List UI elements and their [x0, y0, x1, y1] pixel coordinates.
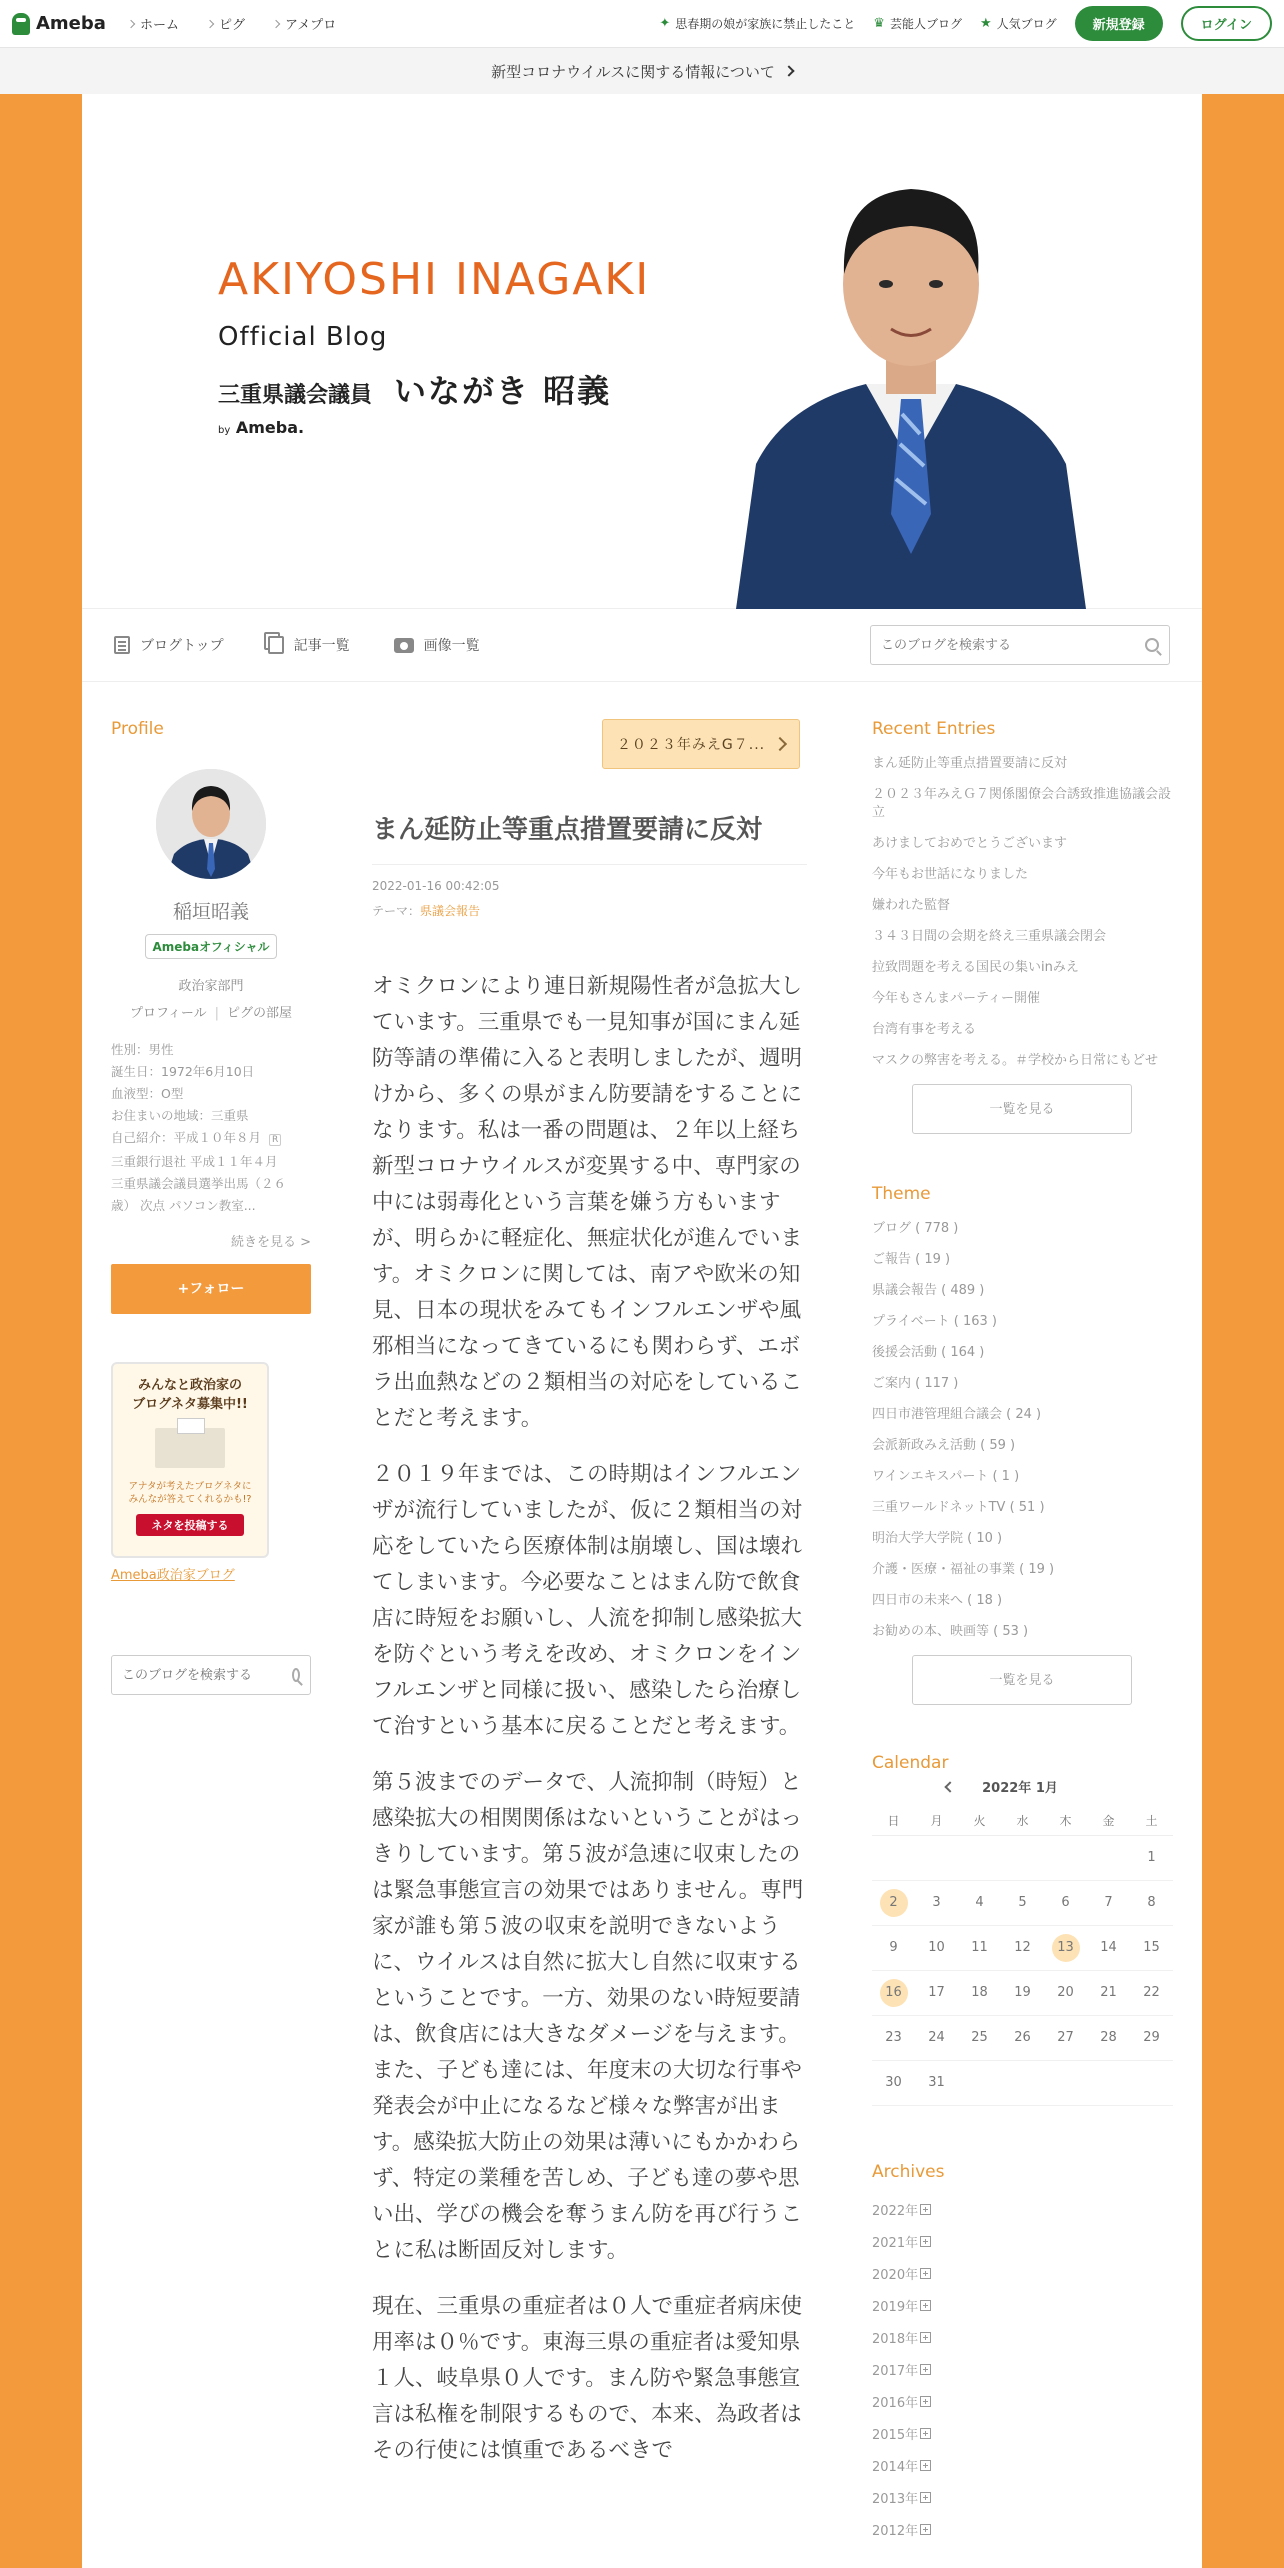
calendar-day [958, 1926, 1001, 1971]
calendar-day [1001, 2061, 1044, 2106]
follow-button[interactable]: +フォロー [111, 1264, 311, 1314]
calendar-day [1001, 2016, 1044, 2061]
calendar-day [1087, 1836, 1130, 1881]
chevron-right-icon [783, 65, 794, 76]
expand-plus-icon[interactable] [920, 2300, 931, 2311]
nav-home[interactable] [128, 14, 179, 33]
expand-plus-icon[interactable] [920, 2524, 931, 2535]
calendar-day-number: 31 [928, 2075, 945, 2090]
hero-name [218, 366, 611, 412]
profile-info-line [111, 1127, 311, 1151]
expand-plus-icon[interactable] [920, 2492, 931, 2503]
article-date: 2022-01-16 00:42:05 [372, 879, 500, 893]
chevron-right-icon [773, 737, 787, 751]
covid-notice-banner[interactable] [0, 48, 1284, 94]
hero-subtitle: Official Blog [218, 322, 388, 352]
calendar-day [1130, 1926, 1173, 1971]
archive-year-link[interactable] [872, 2360, 1172, 2379]
calendar-weekday: 土 [1130, 1806, 1173, 1836]
nav-amepro-label: アメプロ [284, 18, 337, 33]
next-article-label: ２０２３年みえG７... [616, 737, 766, 753]
article-theme-link[interactable]: 県議会報告 [420, 904, 481, 918]
calendar-day [1044, 2016, 1087, 2061]
nav-article-list[interactable] [268, 635, 350, 655]
archive-year-link[interactable] [872, 2296, 1172, 2315]
expand-plus-icon[interactable] [920, 2460, 931, 2471]
calendar-day [958, 1971, 1001, 2016]
hero-title: AKIYOSHI INAGAKI [218, 254, 651, 305]
calendar-day-number [1138, 2069, 1166, 2097]
calendar-day [915, 2061, 958, 2106]
calendar-day-number [923, 1844, 951, 1872]
profile-avatar[interactable] [156, 769, 266, 879]
calendar-day [915, 1971, 958, 2016]
nav-blog-top-label: ブログトップ [140, 638, 224, 654]
expand-plus-icon[interactable] [920, 2236, 931, 2247]
expand-plus-icon[interactable] [920, 2268, 931, 2279]
celebrity-blog-label: 芸能人ブログ [889, 17, 962, 31]
calendar-day-number: 11 [971, 1940, 988, 1955]
signup-button[interactable]: 新規登録 [1075, 6, 1163, 41]
archive-year-label: 2015年 [872, 2428, 919, 2443]
expand-plus-icon[interactable] [920, 2204, 931, 2215]
article-body [372, 969, 807, 2489]
chevron-left-icon[interactable] [944, 1781, 955, 1792]
theme-link[interactable]: 介護・医療・福祉の事業 ( 19 ) [872, 1562, 1055, 1577]
theme-link[interactable]: 会派新政みえ活動 ( 59 ) [872, 1438, 1016, 1453]
archive-year-label: 2019年 [872, 2300, 919, 2315]
calendar-day [1087, 2016, 1130, 2061]
calendar-day-number: 23 [885, 2030, 902, 2045]
profile-info-line: お住まいの地域：三重県 [111, 1108, 249, 1123]
expand-plus-icon[interactable] [920, 2332, 931, 2343]
recent-entry-link[interactable]: 台湾有事を考える [872, 1022, 977, 1037]
calendar-day-number: 20 [1057, 1985, 1074, 2000]
recent-entry-link[interactable]: ３４３日間の会期を終え三重県議会閉会 [872, 929, 1107, 944]
calendar-weekday: 金 [1087, 1806, 1130, 1836]
recent-entry-link[interactable]: 拉致問題を考える国民の集いinみえ [872, 960, 1079, 975]
calendar-weekday: 水 [1001, 1806, 1044, 1836]
profile-heading: Profile [111, 719, 164, 739]
chevron-right-icon [272, 19, 280, 27]
pigg-room-link[interactable]: ピグの部屋 [227, 1006, 293, 1021]
calendar-heading: Calendar [872, 1753, 949, 1773]
profile-sidebar [111, 719, 311, 1695]
global-header [0, 0, 1284, 48]
calendar-day-number: 18 [971, 1985, 988, 2000]
calendar-day [872, 2016, 915, 2061]
blog-header-image[interactable] [82, 94, 1202, 609]
calendar-day-number: 26 [1014, 2030, 1031, 2045]
calendar-day-number: 24 [928, 2030, 945, 2045]
trending-link[interactable] [659, 15, 855, 32]
calendar-weekday: 日 [872, 1806, 915, 1836]
popular-blog-link[interactable] [980, 15, 1057, 32]
calendar-day-number: 9 [889, 1940, 898, 1955]
archive-year-label: 2020年 [872, 2268, 919, 2283]
blog-search-box [870, 625, 1170, 665]
calendar-day-number [966, 2069, 994, 2097]
camera-icon [394, 638, 414, 653]
archives-list [872, 2200, 1172, 2539]
article-paragraph: 第５波までのデータで、人流抑制（時短）と感染拡大の相関関係はないということがはっきりしています。第５波が急速に収束したのは緊急事態宣言の効果ではありません。専門家が誰も第５波の収束を説明できないように、ウイルスは自然に拡大し自然に収束するということです。一方、効果のない時短要請は、飲食店には大きなダメージを与えます。また、子ども達には、年度末の大切な行事や発表会が中止になるなど様々な弊害が出ます。感染拡大防止の効果は薄いにもかかわらず、特定の業種を苦しめ、子ども達の夢や思い出、学びの機会を奪うまん防を再び行うことに私は断固反対します。 [372, 1770, 804, 2263]
article-paragraph: オミクロンにより連日新規陽性者が急拡大しています。三重県でも一見知事が国にまん延防等請の準備に入ると表明しましたが、週明けから、多くの県がまん防要請をすることになります。私は一番の問題は、２年以上経ち新型コロナウイルスが変異する中、専門家の中には弱毒化という言葉を嫌う方もいますが、明らかに軽症化、無症状化が進んでいます。オミクロンに関しては、南アや欧米の知見、日本の現状をみてもインフルエンザや風邪相当になってきているにも関わらず、エボラ出血熱などの２類相当の対応をしていることだと考えます。 [372, 974, 803, 1431]
calendar-day-number: 29 [1143, 2030, 1160, 2045]
nav-amepro[interactable] [273, 14, 336, 33]
archive-year-link[interactable] [872, 2424, 1172, 2443]
calendar-weekday: 月 [915, 1806, 958, 1836]
recent-entry-link[interactable]: 嫌われた監督 [872, 898, 951, 913]
blog-nav [82, 609, 1202, 682]
article-theme-label: テーマ： [372, 904, 421, 918]
star-icon: ★ [979, 16, 992, 31]
nav-article-list-label: 記事一覧 [293, 638, 350, 654]
calendar-day-number: 27 [1057, 2030, 1074, 2045]
calendar-day [1130, 1881, 1173, 1926]
theme-link[interactable]: ご案内 ( 117 ) [872, 1376, 959, 1391]
archive-year-label: 2021年 [872, 2236, 919, 2251]
crown-icon: ♛ [873, 16, 885, 31]
registered-mark: R [269, 1134, 281, 1146]
profile-info-line: 三重県議会議員選挙出馬（２６ [111, 1176, 287, 1191]
calendar-day [1044, 1971, 1087, 2016]
link-separator: | [214, 1006, 220, 1021]
calendar-day-number: 4 [975, 1895, 984, 1910]
hero-role: 三重県議会議員 [218, 383, 373, 408]
expand-plus-icon[interactable] [920, 2396, 931, 2407]
chevron-right-icon [206, 19, 214, 27]
calendar-day [1001, 1836, 1044, 1881]
theme-link[interactable]: ご報告 ( 19 ) [872, 1252, 951, 1267]
archive-year-link[interactable] [872, 2392, 1172, 2411]
theme-link[interactable]: 県議会報告 ( 489 ) [872, 1283, 985, 1298]
article-theme [372, 902, 480, 919]
recent-entry-link[interactable]: 今年もさんまパーティー開催 [872, 991, 1040, 1006]
article-paragraph: 現在、三重県の重症者は０人で重症者病床使用率は０％です。東海三県の重症者は愛知県１人、岐阜県０人です。まん防や緊急事態宣言は私権を制限するもので、本来、為政者はその行使には慎重であるべきで [372, 2294, 803, 2463]
theme-link[interactable]: 四日市の未来へ ( 18 ) [872, 1593, 1003, 1608]
calendar-day-number [1052, 1844, 1080, 1872]
popular-blog-label: 人気ブログ [996, 17, 1057, 31]
sidebar-search-box [111, 1655, 311, 1695]
calendar-day-number[interactable]: 2 [880, 1889, 908, 1917]
calendar-day-number: 25 [971, 2030, 988, 2045]
theme-see-all-button[interactable]: 一覧を見る [912, 1655, 1132, 1705]
archives-heading: Archives [872, 2162, 945, 2182]
theme-heading: Theme [872, 1184, 931, 1204]
calendar [872, 1777, 1172, 2106]
theme-link[interactable]: プライベート ( 163 ) [872, 1314, 997, 1329]
nav-blog-top[interactable] [114, 635, 224, 655]
calendar-day [1044, 2061, 1087, 2106]
calendar-day-number: 8 [1147, 1895, 1156, 1910]
ameba-logo-icon [12, 13, 30, 35]
calendar-day [1130, 1836, 1173, 1881]
calendar-day [1087, 1881, 1130, 1926]
profile-link[interactable]: プロフィール [129, 1006, 207, 1021]
calendar-day-number: 22 [1143, 1985, 1160, 2000]
calendar-day-number[interactable]: 16 [880, 1979, 908, 2007]
ballot-box-icon [155, 1428, 225, 1468]
profile-links [111, 1002, 311, 1021]
theme-link[interactable]: 明治大学大学院 ( 10 ) [872, 1531, 1003, 1546]
calendar-header [832, 1777, 1172, 1796]
banner-title: みんなと政治家の ブログネタ募集中!! [132, 1378, 248, 1412]
nav-home-label: ホーム [139, 18, 179, 33]
archive-year-link[interactable] [872, 2200, 1172, 2219]
calendar-day-number [880, 1844, 908, 1872]
chevron-right-icon [127, 19, 135, 27]
archive-year-link[interactable] [872, 2264, 1172, 2283]
calendar-day-number: 14 [1100, 1940, 1117, 1955]
article-title[interactable]: まん延防止等重点措置要請に反対 [372, 809, 807, 865]
trending-link-label: 思春期の娘が家族に禁止したこと [675, 17, 856, 31]
calendar-month: 2022年 1月 [982, 1781, 1058, 1796]
sidebar-search-input[interactable] [122, 1668, 292, 1683]
calendar-day [1130, 1971, 1173, 2016]
expand-plus-icon[interactable] [920, 2364, 931, 2375]
calendar-day-number: 1 [1147, 1850, 1156, 1865]
theme-list [872, 1220, 1172, 1641]
right-sidebar [872, 719, 1172, 2552]
profile-info [111, 1039, 311, 1217]
sparkle-icon: ✦ [659, 16, 671, 31]
politician-blog-banner[interactable] [111, 1362, 269, 1558]
blog-search-input[interactable] [881, 638, 1145, 653]
calendar-day-number: 15 [1143, 1940, 1160, 1955]
archive-year-link[interactable] [872, 2232, 1172, 2251]
blog-page [82, 94, 1202, 2568]
archive-year-label: 2012年 [872, 2524, 919, 2539]
calendar-grid [872, 1806, 1172, 2106]
profile-info-line: 血液型：O型 [111, 1086, 184, 1101]
portrait-photo [716, 134, 1106, 609]
calendar-day-number: 28 [1100, 2030, 1117, 2045]
recent-entry-link[interactable]: 今年もお世話になりました [872, 867, 1029, 882]
nav-pigg[interactable] [207, 14, 245, 33]
calendar-day [958, 2016, 1001, 2061]
calendar-day [1130, 2061, 1173, 2106]
search-icon[interactable] [1145, 638, 1159, 652]
calendar-day [872, 1836, 915, 1881]
calendar-day [1044, 1881, 1087, 1926]
recent-entry-link[interactable]: ２０２３年みえＧ７関係閣僚会合誘致推進協議会設立 [872, 787, 1172, 820]
profile-info-line: 歳） 次点 パソコン教室... [111, 1198, 256, 1213]
hero-by-text: by [218, 425, 231, 436]
next-article-button[interactable] [602, 719, 800, 769]
calendar-day-number: 10 [928, 1940, 945, 1955]
recent-entry-link[interactable]: まん延防止等重点措置要請に反対 [872, 756, 1068, 771]
calendar-day-number: 7 [1104, 1895, 1113, 1910]
recent-entries-heading: Recent Entries [872, 719, 996, 739]
profile-info-line: 性別：男性 [111, 1042, 174, 1057]
calendar-day [1087, 2061, 1130, 2106]
calendar-day [1130, 2016, 1173, 2061]
calendar-weekday: 木 [1044, 1806, 1087, 1836]
nav-pigg-label: ピグ [218, 18, 245, 33]
archive-year-label: 2017年 [872, 2364, 919, 2379]
calendar-day [958, 2061, 1001, 2106]
article-paragraph: ２０１９年までは、この時期はインフルエンザが流行していましたが、仮に２類相当の対応をしていたら医療体制は崩壊し、国は壊れてしまいます。今必要なことはまん防で飲食店に時短をお願いし、人流を抑制し感染拡大を防ぐという考えを改め、オミクロンをインフルエンザと同様に扱い、感染したら治療して治すという基本に戻ることだと考えます。 [372, 1462, 803, 1739]
calendar-weekday: 火 [958, 1806, 1001, 1836]
calendar-day-number: 17 [928, 1985, 945, 2000]
profile-info-line: 三重銀行退社 平成１１年４月 [111, 1154, 278, 1169]
calendar-day[interactable] [872, 1881, 915, 1926]
archive-year-label: 2018年 [872, 2332, 919, 2347]
archive-year-link[interactable] [872, 2456, 1172, 2475]
archive-year-label: 2016年 [872, 2396, 919, 2411]
archive-year-link[interactable] [872, 2328, 1172, 2347]
calendar-day [915, 1926, 958, 1971]
calendar-day [1001, 1926, 1044, 1971]
calendar-day-number: 3 [932, 1895, 941, 1910]
hero-by-brand: Ameba. [235, 418, 305, 437]
ameba-official-badge[interactable]: Amebaオフィシャル [145, 934, 277, 959]
profile-info-line: 誕生日：1972年6月10日 [111, 1064, 255, 1079]
calendar-day[interactable] [1044, 1926, 1087, 1971]
calendar-day-number [1052, 2069, 1080, 2097]
profile-read-more-link[interactable]: 続きを見る > [230, 1235, 311, 1250]
celebrity-blog-link[interactable] [873, 15, 962, 32]
ameba-logo-text: Ameba [36, 13, 106, 34]
profile-category[interactable]: 政治家部門 [178, 979, 244, 994]
hero-person-name: いながき 昭義 [394, 372, 612, 410]
calendar-day [1087, 1971, 1130, 2016]
calendar-day [958, 1881, 1001, 1926]
archive-year-label: 2014年 [872, 2460, 919, 2475]
login-button[interactable]: ログイン [1181, 6, 1272, 41]
politician-blog-link[interactable]: Ameba政治家ブログ [111, 1568, 235, 1583]
calendar-day-number [1095, 1844, 1123, 1872]
calendar-day-number[interactable]: 13 [1052, 1934, 1080, 1962]
theme-link[interactable]: ブログ ( 778 ) [872, 1221, 959, 1236]
documents-icon [268, 636, 284, 654]
document-icon [114, 636, 130, 654]
search-icon[interactable] [292, 1668, 300, 1682]
calendar-day [1001, 1971, 1044, 2016]
recent-entries-list [872, 755, 1172, 1070]
theme-link[interactable]: ワインエキスパート ( 1 ) [872, 1469, 1020, 1484]
calendar-day [915, 2016, 958, 2061]
calendar-day [958, 1836, 1001, 1881]
hero-by-ameba [218, 418, 304, 437]
calendar-day-number: 19 [1014, 1985, 1031, 2000]
archive-year-label: 2013年 [872, 2492, 919, 2507]
nav-image-list[interactable] [394, 635, 480, 655]
header-right [659, 6, 1272, 41]
theme-link[interactable]: 後援会活動 ( 164 ) [872, 1345, 985, 1360]
theme-link[interactable]: お勧めの本、映画等 ( 53 ) [872, 1624, 1029, 1639]
calendar-day-number [1009, 2069, 1037, 2097]
calendar-day-number [1095, 2069, 1123, 2097]
covid-notice-text: 新型コロナウイルスに関する情報について [491, 62, 775, 81]
archive-year-link[interactable] [872, 2520, 1172, 2539]
recent-entry-link[interactable]: あけましておめでとうございます [872, 836, 1068, 851]
calendar-day [872, 2061, 915, 2106]
banner-question: アナタが考えたブログネタに みんなが答えてくれるかも!? [128, 1481, 252, 1505]
calendar-day-number: 5 [1018, 1895, 1027, 1910]
recent-entry-link[interactable]: マスクの弊害を考える。＃学校から日常にもどせ [872, 1053, 1159, 1068]
profile-name: 稲垣昭義 [172, 901, 249, 923]
calendar-day [1001, 1881, 1044, 1926]
nav-image-list-label: 画像一覧 [423, 638, 480, 654]
calendar-day-number: 30 [885, 2075, 902, 2090]
calendar-day [1087, 1926, 1130, 1971]
calendar-day-number: 21 [1100, 1985, 1117, 2000]
calendar-day-number [1009, 1844, 1037, 1872]
calendar-day-number [966, 1844, 994, 1872]
theme-link[interactable]: 四日市港管理組合議会 ( 24 ) [872, 1407, 1042, 1422]
profile-info-text: 自己紹介：平成１０年８月 [111, 1130, 262, 1145]
calendar-day [915, 1881, 958, 1926]
calendar-day-number: 12 [1014, 1940, 1031, 1955]
expand-plus-icon[interactable] [920, 2428, 931, 2439]
archive-year-link[interactable] [872, 2488, 1172, 2507]
ameba-logo[interactable] [12, 13, 106, 35]
global-nav [128, 14, 336, 33]
submit-topic-button[interactable]: ネタを投稿する [136, 1514, 244, 1536]
calendar-day [915, 1836, 958, 1881]
calendar-day [1044, 1836, 1087, 1881]
theme-link[interactable]: 三重ワールドネットTV ( 51 ) [872, 1500, 1045, 1515]
archive-year-label: 2022年 [872, 2204, 919, 2219]
calendar-day [872, 1926, 915, 1971]
calendar-day[interactable] [872, 1971, 915, 2016]
calendar-day-number: 6 [1061, 1895, 1070, 1910]
recent-see-all-button[interactable]: 一覧を見る [912, 1084, 1132, 1134]
